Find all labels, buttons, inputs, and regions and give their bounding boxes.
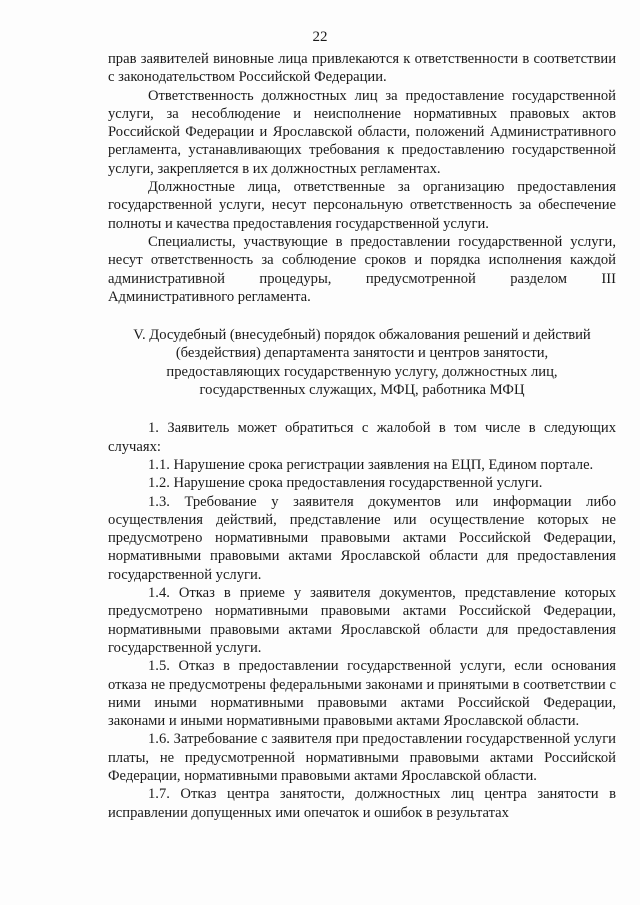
section-heading-line: V. Досудебный (внесудебный) порядок обжалования решений и действий: [133, 327, 591, 344]
section-heading: [108, 326, 616, 399]
paragraph: Специалисты, участвующие в предоставлении государственной услуги, несут ответственность за соблюдение сроков и порядка исполнения каждой административной процедуры, предусмотренной разделом III Административного регламента.: [108, 233, 616, 305]
paragraph: 1.1. Нарушение срока регистрации заявления на ЕЦП, Едином портале.: [148, 456, 594, 473]
paragraph: 1.7. Отказ центра занятости, должностных лиц центра занятости в исправлении допущенных ими опечаток и ошибок в результатах: [108, 786, 616, 821]
paragraph: 1.2. Нарушение срока предоставления государственной услуги.: [148, 475, 543, 492]
paragraph: 1.4. Отказ в приеме у заявителя документов, представление которых предусмотрено нормативными правовыми актами Российской Федерации, нормативными правовыми актами Ярославской области для предоставления государственной услуги.: [108, 585, 616, 656]
paragraph: прав заявителей виновные лица привлекаются к ответственности в соответствии с законодательством Российской Федерации.: [108, 51, 616, 86]
paragraph: Должностные лица, ответственные за организацию предоставления государственной услуги, несут персональную ответственность за обеспечение полноты и качества предоставления государственной услуги.: [108, 179, 616, 232]
section-heading-line: государственных служащих, МФЦ, работника МФЦ: [199, 382, 525, 399]
paragraph: 1. Заявитель может обратиться с жалобой в том числе в следующих случаях:: [108, 420, 616, 455]
paragraph: 1.6. Затребование с заявителя при предоставлении государственной услуги платы, не предусмотренной нормативными правовыми актами Российской Федерации, нормативными правовыми актами Ярославской области.: [108, 731, 616, 784]
section-heading-line: (бездействия) департамента занятости и центров занятости,: [175, 345, 549, 362]
paragraph: 1.5. Отказ в предоставлении государственной услуги, если основания отказа не предусмотрены федеральными законами и принятыми в соответствии с ними иными нормативными правовыми актами Российской Федерации, законами и иными нормативными правовыми актами Ярославской области.: [108, 658, 616, 730]
paragraph: Ответственность должностных лиц за предоставление государственной услуги, за несоблюдение и неисполнение нормативных правовых актов Российской Федерации и Ярославской области, положений Административного регламента, устанавливающих требования к предоставлению государственной услуги, закрепляется в их должностных регламентах.: [108, 87, 616, 177]
document-body: [108, 50, 616, 822]
paragraph: 1.3. Требование у заявителя документов или информации либо осуществления действий, представление или осуществление которых не предусмотрено нормативными правовыми актами Российской Федерации, нормативными правовыми актами Ярославской области для предоставления государственной услуги.: [108, 493, 616, 583]
section-heading-line: предоставляющих государственную услугу, должностных лиц,: [166, 363, 558, 380]
page-number: 22: [312, 29, 328, 45]
